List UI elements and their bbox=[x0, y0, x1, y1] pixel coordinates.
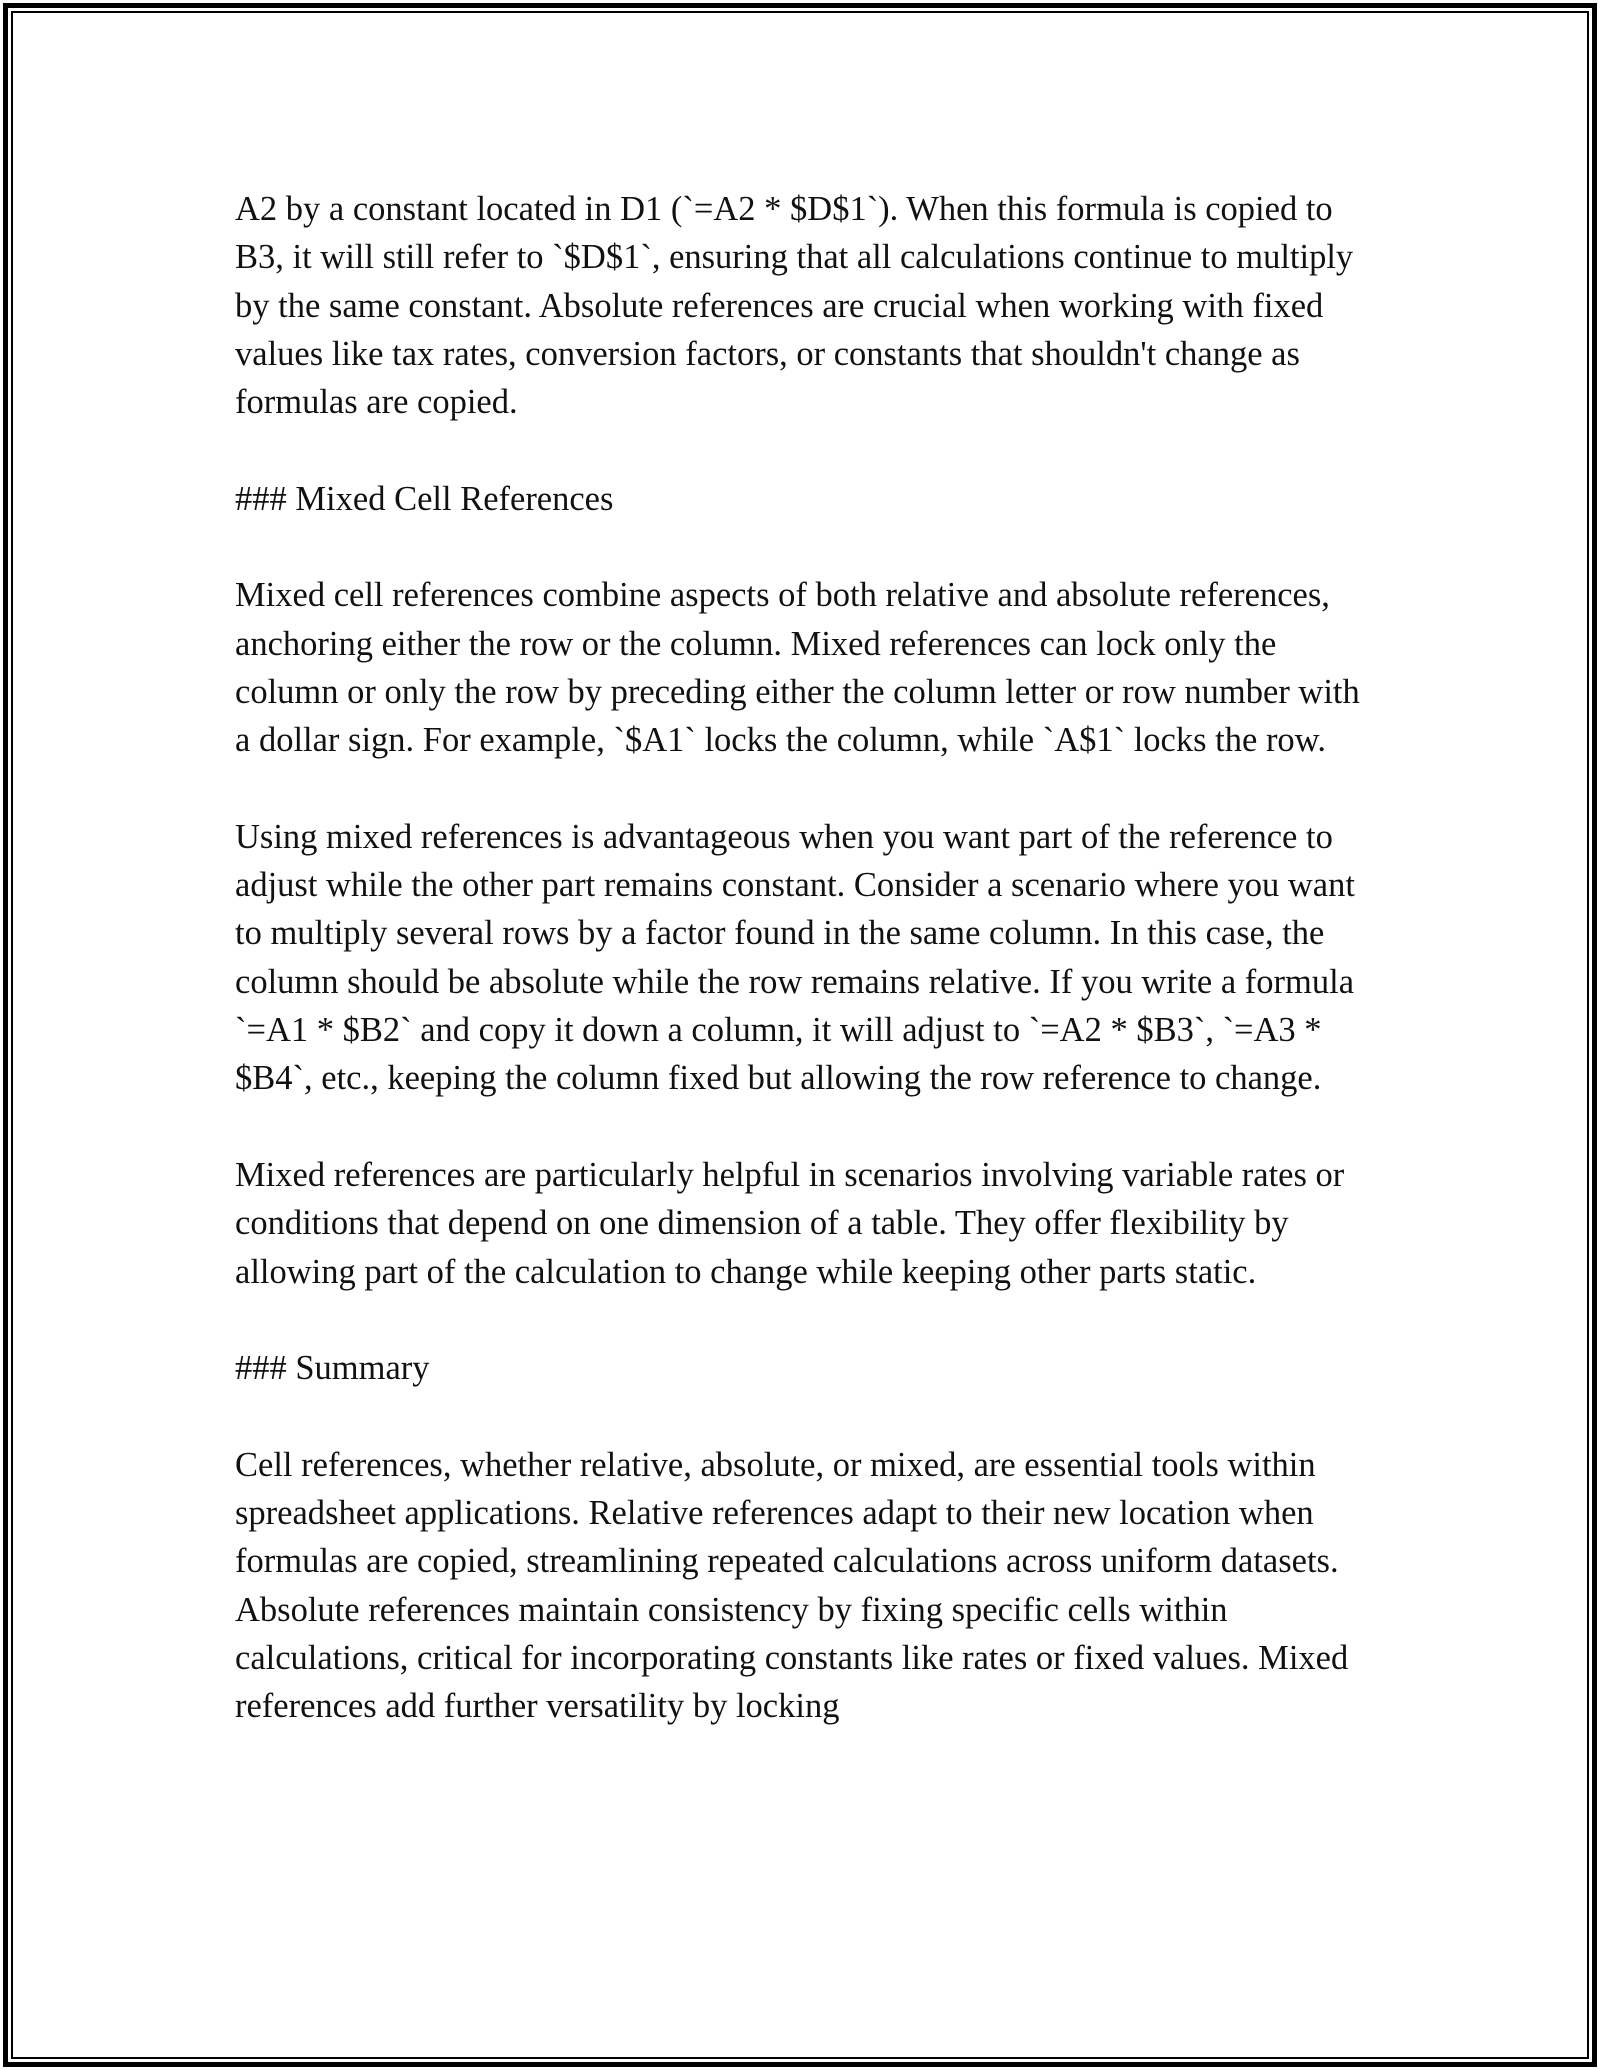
paragraph-mixed-references-benefits: Mixed references are particularly helpful in scenarios involving variable rates or conditions that depend on one dimension of a table. They offer flexibility by allowing part of the calculation to change while keeping other parts static. bbox=[235, 1155, 1345, 1291]
paragraph-summary: Cell references, whether relative, absolute, or mixed, are essential tools within spreadsheet applications. Relative references adapt to their new location when formulas are copied, streamlining repeated calculations across uniform datasets. Absolute references maintain consistency by fixing specific cells within calculations, critical for incorporating constants like rates or fixed values. Mixed references add further versatility by locking bbox=[235, 1445, 1349, 1726]
heading-summary: ### Summary bbox=[235, 1349, 430, 1388]
document-body bbox=[235, 185, 1380, 1779]
paragraph-mixed-references-intro: Mixed cell references combine aspects of both relative and absolute references, anchoring either the row or the column. Mixed references can lock only the column or only the row by preceding either the column letter or row number with a dollar sign. For example, `$A1` locks the column, while `A$1` locks the row. bbox=[235, 576, 1360, 760]
heading-mixed-cell-references: ### Mixed Cell References bbox=[235, 479, 614, 518]
paragraph-mixed-references-usage: Using mixed references is advantageous when you want part of the reference to adjust while the other part remains constant. Consider a scenario where you want to multiply several rows by a factor found in the same column. In this case, the column should be absolute while the row remains relative. If you write a formula `=A1 * $B2` and copy it down a column, it will adjust to `=A2 * $B3`, `=A3 * $B4`, etc., keeping the column fixed but allowing the row reference to change. bbox=[235, 817, 1355, 1098]
paragraph-absolute-references-continued: A2 by a constant located in D1 (`=A2 * $D$1`). When this formula is copied to B3, it will still refer to `$D$1`, ensuring that all calculations continue to multiply by the same constant. Absolute references are crucial when working with fixed values like tax rates, conversion factors, or constants that shouldn't change as formulas are copied. bbox=[235, 190, 1354, 422]
